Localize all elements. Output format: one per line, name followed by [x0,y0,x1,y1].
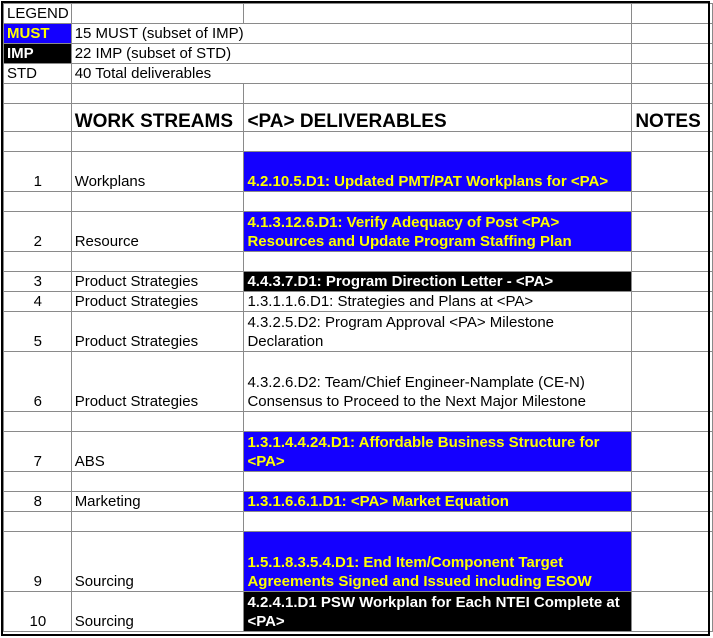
work-stream[interactable]: Sourcing [71,532,244,592]
table-row [4,492,713,512]
work-stream[interactable]: Product Strategies [71,272,244,292]
header-work-streams[interactable]: WORK STREAMS [71,104,244,132]
empty-cell[interactable] [632,4,713,24]
work-stream[interactable]: Product Strategies [71,292,244,312]
legend-row-imp [4,44,713,64]
header-row [4,104,713,132]
work-stream[interactable]: Sourcing [71,592,244,632]
table-row [4,312,713,352]
deliverable[interactable]: 1.5.1.8.3.5.4.D1: End Item/Component Target Agreements Signed and Issued including ESOW [244,532,632,592]
legend-key-must[interactable]: MUST [4,24,72,44]
table-row [4,152,713,192]
work-stream[interactable]: Workplans [71,152,244,192]
empty-cell[interactable] [244,512,632,532]
work-stream[interactable]: Resource [71,212,244,252]
spacer-row [4,84,713,104]
empty-cell[interactable] [244,252,632,272]
deliverable[interactable]: 1.3.1.6.6.1.D1: <PA> Market Equation [244,492,632,512]
notes-cell[interactable] [632,152,713,192]
empty-cell[interactable] [71,132,244,152]
header-notes[interactable]: NOTES [632,104,713,132]
row-number[interactable]: 3 [4,272,72,292]
empty-cell[interactable] [244,412,632,432]
empty-cell[interactable] [4,512,72,532]
empty-cell[interactable] [632,84,713,104]
spacer-row [4,252,713,272]
empty-cell[interactable] [71,84,244,104]
deliverables-sheet [3,3,713,632]
empty-cell[interactable] [632,132,713,152]
deliverable[interactable]: 1.3.1.4.4.24.D1: Affordable Business Structure for <PA> [244,432,632,472]
notes-cell[interactable] [632,352,713,412]
row-number[interactable]: 2 [4,212,72,252]
notes-cell[interactable] [632,492,713,512]
notes-cell[interactable] [632,212,713,252]
notes-cell[interactable] [632,272,713,292]
spacer-row [4,192,713,212]
table-row [4,212,713,252]
notes-cell[interactable] [632,292,713,312]
legend-text-must[interactable]: 15 MUST (subset of IMP) [71,24,632,44]
deliverable[interactable]: 4.3.2.5.D2: Program Approval <PA> Milestone Declaration [244,312,632,352]
empty-cell[interactable] [71,412,244,432]
work-stream[interactable]: Marketing [71,492,244,512]
header-num-cell[interactable] [4,104,72,132]
notes-cell[interactable] [632,592,713,632]
spacer-row [4,412,713,432]
deliverable[interactable]: 4.3.2.6.D2: Team/Chief Engineer-Namplate (CE-N) Consensus to Proceed to the Next Major Milestone [244,352,632,412]
spacer-row [4,132,713,152]
notes-cell[interactable] [632,532,713,592]
legend-text-std[interactable]: 40 Total deliverables [71,64,632,84]
empty-cell[interactable] [632,44,713,64]
empty-cell[interactable] [4,472,72,492]
empty-cell[interactable] [244,84,632,104]
header-deliverables[interactable]: <PA> DELIVERABLES [244,104,632,132]
row-number[interactable]: 6 [4,352,72,412]
work-stream[interactable]: Product Strategies [71,352,244,412]
empty-cell[interactable] [632,512,713,532]
legend-key-imp[interactable]: IMP [4,44,72,64]
deliverable[interactable]: 4.2.10.5.D1: Updated PMT/PAT Workplans for <PA> [244,152,632,192]
empty-cell[interactable] [71,472,244,492]
empty-cell[interactable] [4,192,72,212]
empty-cell[interactable] [71,4,244,24]
spacer-row [4,512,713,532]
empty-cell[interactable] [71,252,244,272]
row-number[interactable]: 1 [4,152,72,192]
empty-cell[interactable] [71,192,244,212]
empty-cell[interactable] [4,84,72,104]
empty-cell[interactable] [632,472,713,492]
empty-cell[interactable] [632,24,713,44]
row-number[interactable]: 4 [4,292,72,312]
legend-row-std [4,64,713,84]
row-number[interactable]: 8 [4,492,72,512]
empty-cell[interactable] [632,192,713,212]
deliverable[interactable]: 4.1.3.12.6.D1: Verify Adequacy of Post <PA> Resources and Update Program Staffing Plan [244,212,632,252]
table-row [4,292,713,312]
deliverable[interactable]: 4.4.3.7.D1: Program Direction Letter - <PA> [244,272,632,292]
deliverable[interactable]: 4.2.4.1.D1 PSW Workplan for Each NTEI Complete at <PA> [244,592,632,632]
empty-cell[interactable] [4,412,72,432]
empty-cell[interactable] [4,132,72,152]
row-number[interactable]: 10 [4,592,72,632]
spacer-row [4,472,713,492]
table-row [4,532,713,592]
empty-cell[interactable] [244,472,632,492]
empty-cell[interactable] [4,252,72,272]
row-number[interactable]: 7 [4,432,72,472]
notes-cell[interactable] [632,432,713,472]
table-row [4,352,713,412]
work-stream[interactable]: ABS [71,432,244,472]
empty-cell[interactable] [632,252,713,272]
table-row [4,432,713,472]
row-number[interactable]: 9 [4,532,72,592]
notes-cell[interactable] [632,312,713,352]
row-number[interactable]: 5 [4,312,72,352]
empty-cell[interactable] [632,64,713,84]
table-row [4,272,713,292]
legend-row-must [4,24,713,44]
legend-text-imp[interactable]: 22 IMP (subset of STD) [71,44,632,64]
deliverable[interactable]: 1.3.1.1.6.D1: Strategies and Plans at <PA> [244,292,632,312]
table-row [4,592,713,632]
legend-title[interactable]: LEGEND [4,4,72,24]
empty-cell[interactable] [632,412,713,432]
empty-cell[interactable] [244,132,632,152]
work-stream[interactable]: Product Strategies [71,312,244,352]
empty-cell[interactable] [244,192,632,212]
empty-cell[interactable] [244,4,632,24]
legend-title-row [4,4,713,24]
empty-cell[interactable] [71,512,244,532]
legend-key-std[interactable]: STD [4,64,72,84]
